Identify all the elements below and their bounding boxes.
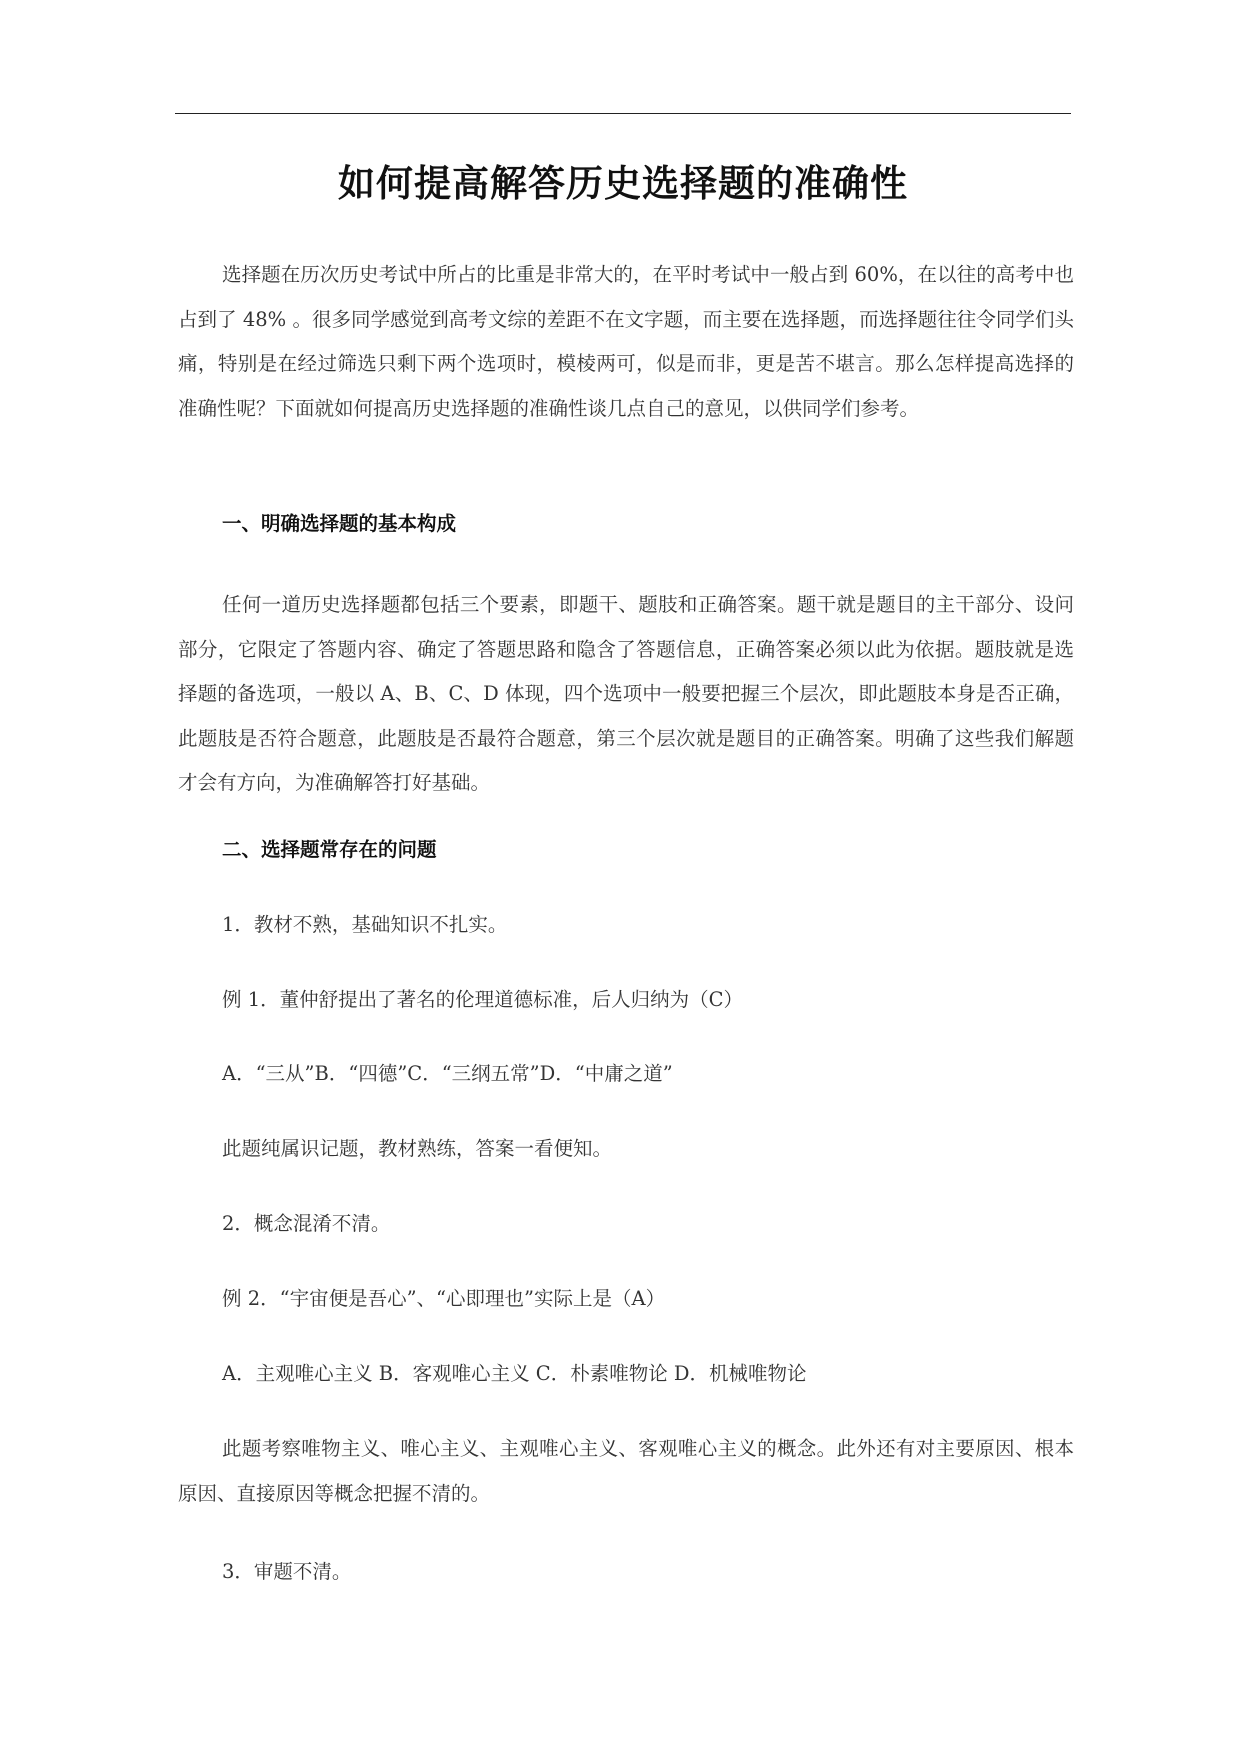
example-2-options: [178, 1359, 1074, 1389]
example-1-question-text: 例 1．董仲舒提出了著名的伦理道德标准，后人归纳为（C）: [222, 988, 744, 1011]
section-2-heading: 二、选择题常存在的问题: [222, 838, 437, 861]
section-2-heading-block: [178, 835, 1074, 865]
example-1-note-text: 此题纯属识记题，教材熟练，答案一看便知。: [222, 1137, 613, 1160]
example-1-note: [178, 1134, 1074, 1164]
example-1-question: [178, 985, 1074, 1015]
section-1-heading-block: [178, 509, 1074, 539]
example-2-question: [178, 1284, 1074, 1314]
item-1-text: 1．教材不熟，基础知识不扎实。: [222, 913, 508, 936]
intro-text: 选择题在历次历史考试中所占的比重是非常大的，在平时考试中一般占到 60%，在以往的高考中也占到了 48% 。很多同学感觉到高考文综的差距不在文字题，而主要在选择题，而选择题往往令同学们头痛，特别是在经过筛选只剩下两个选项时，模棱两可，似是而非，更是苦不堪言。那么怎样提高选择的准确性呢？下面就如何提高历史选择题的准确性谈几点自己的意见，以供同学们参考。: [178, 263, 1074, 420]
example-1-options-text: A．“三从”B．“四德”C．“三纲五常”D．“中庸之道”: [222, 1062, 673, 1085]
intro-paragraph: [178, 253, 1074, 431]
section-1-text: 任何一道历史选择题都包括三个要素，即题干、题肢和正确答案。题干就是题目的主干部分、设问部分，它限定了答题内容、确定了答题思路和隐含了答题信息，正确答案必须以此为依据。题肢就是选择题的备选项，一般以 A、B、C、D 体现，四个选项中一般要把握三个层次，即此题肢本身是否正确，此题肢是否符合题意，此题肢是否最符合题意，第三个层次就是题目的正确答案。明确了这些我们解题才会有方向，为准确解答打好基础。: [178, 593, 1074, 794]
example-2-question-text: 例 2．“宇宙便是吾心”、“心即理也”实际上是（A）: [222, 1287, 666, 1310]
example-2-options-text: A．主观唯心主义 B．客观唯心主义 C．朴素唯物论 D．机械唯物论: [222, 1362, 807, 1385]
list-item-3: [178, 1557, 1074, 1587]
section-1-heading: 一、明确选择题的基本构成: [222, 512, 457, 535]
list-item-1: [178, 910, 1074, 940]
example-1-options: [178, 1059, 1074, 1089]
list-item-2: [178, 1209, 1074, 1239]
item-3-text: 3．审题不清。: [222, 1560, 352, 1583]
section-1-paragraph: [178, 583, 1074, 806]
document-title: 如何提高解答历史选择题的准确性: [338, 161, 908, 205]
example-2-note-text: 此题考察唯物主义、唯心主义、主观唯心主义、客观唯心主义的概念。此外还有对主要原因、根本原因、直接原因等概念把握不清的。: [178, 1437, 1074, 1505]
header-rule: [175, 113, 1071, 114]
example-2-note: [178, 1427, 1074, 1516]
item-2-text: 2．概念混淆不清。: [222, 1212, 391, 1235]
